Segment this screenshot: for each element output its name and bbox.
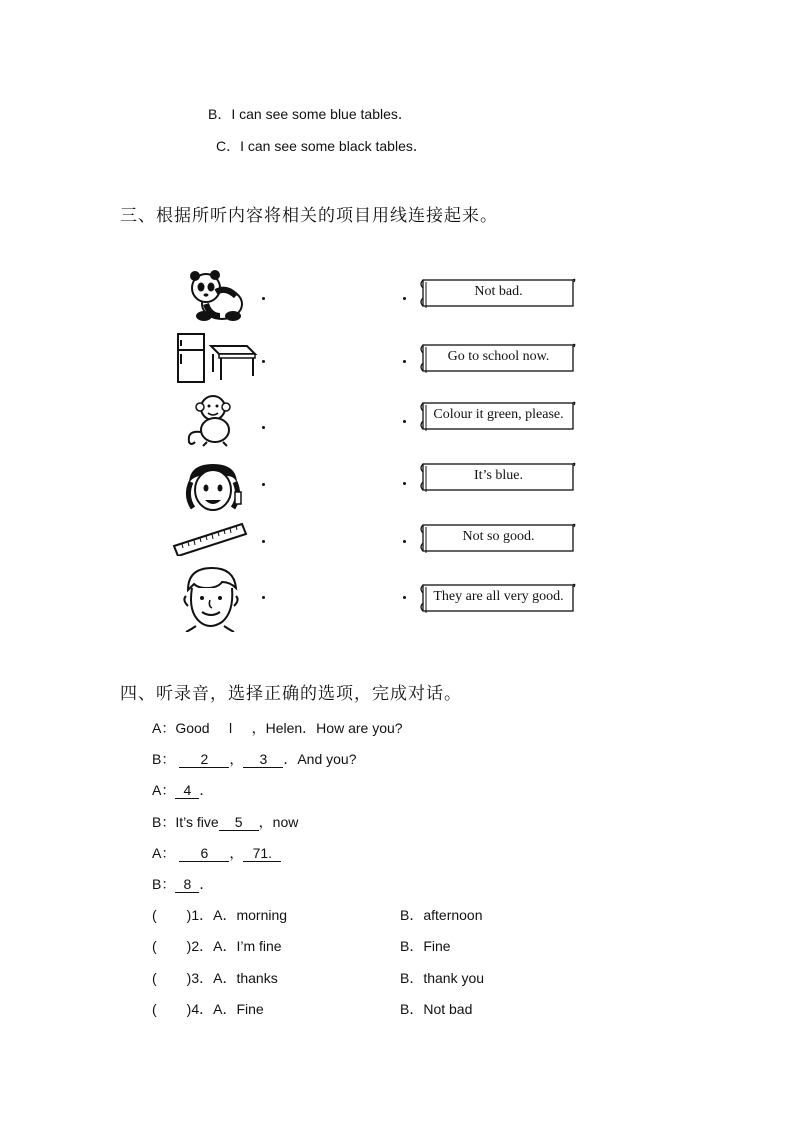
blank-6[interactable]: 6 (179, 846, 229, 862)
speaker: A： (152, 782, 176, 798)
phrase-text-4: It’s blue. (474, 468, 523, 483)
speaker: A： (152, 845, 176, 861)
speaker: A： (152, 720, 176, 736)
choice-a[interactable]: A．thanks (213, 970, 278, 986)
dialogue-text: ，Helen．How are you? (251, 720, 403, 736)
separator: ， (229, 845, 244, 861)
blank-2[interactable]: 2 (179, 752, 229, 768)
dialogue-line-6 (152, 874, 213, 894)
question-4-choice-b[interactable]: B．Not bad (400, 1001, 473, 1017)
panda-picture (186, 266, 244, 324)
choice-a[interactable]: A．Fine (213, 1001, 264, 1017)
dialogue-text: ． (199, 782, 214, 798)
phrase-text-6: They are all very good. (433, 589, 564, 604)
dialogue-text: ． (199, 876, 214, 892)
blank-8[interactable]: 8 (175, 877, 199, 893)
question-4 (152, 999, 264, 1019)
monkey-picture (183, 392, 239, 448)
right-dot-3[interactable] (403, 420, 406, 423)
question-number: )3． (186, 970, 214, 986)
dialogue-line-4 (152, 812, 298, 832)
answer-paren[interactable]: ( (152, 907, 157, 923)
question-number: )2． (186, 938, 214, 954)
phrase-box-4 (418, 462, 573, 490)
phrase-box-5 (418, 523, 573, 551)
question-1 (152, 905, 287, 925)
phrase-box-2 (418, 343, 573, 371)
right-dot-5[interactable] (403, 540, 406, 543)
phrase-text-3: Colour it green, please. (433, 407, 564, 422)
right-dot-2[interactable] (403, 360, 406, 363)
left-dot-6[interactable] (262, 596, 265, 599)
section4-heading: 四、听录音，选择正确的选项，完成对话。 (120, 684, 462, 704)
right-dot-4[interactable] (403, 482, 406, 485)
left-dot-1[interactable] (262, 297, 265, 300)
phrase-box-1 (418, 278, 573, 306)
question-number: )4． (186, 1001, 214, 1017)
speaker: B： (152, 876, 176, 892)
blank-7[interactable]: 71. (243, 846, 281, 862)
left-dot-2[interactable] (262, 360, 265, 363)
section3-heading: 三、根据所听内容将相关的项目用线连接起来。 (120, 206, 498, 226)
phrase-box-6 (418, 583, 573, 611)
blank-4[interactable]: 4 (175, 783, 199, 799)
question-1-choice-b[interactable]: B．afternoon (400, 907, 483, 923)
separator: ， (229, 751, 244, 767)
speaker: B： (152, 751, 176, 767)
option-b: B．I can see some blue tables． (208, 106, 412, 122)
dialogue-line-2 (152, 749, 357, 769)
question-3-choice-b[interactable]: B．thank you (400, 970, 485, 986)
dialogue-text: Good (175, 720, 210, 736)
blank-5[interactable]: 5 (219, 815, 259, 831)
dialogue-line-5 (152, 843, 281, 863)
left-dot-4[interactable] (262, 483, 265, 486)
boy-picture (180, 566, 240, 632)
dialogue-text: It’s five (175, 814, 219, 830)
left-dot-5[interactable] (262, 540, 265, 543)
question-2 (152, 936, 282, 956)
question-2-choice-b[interactable]: B．Fine (400, 938, 451, 954)
question-3 (152, 968, 278, 988)
speaker: B： (152, 814, 176, 830)
answer-paren[interactable]: ( (152, 970, 157, 986)
answer-paren[interactable]: ( (152, 1001, 157, 1017)
dialogue-text: ，now (258, 814, 299, 830)
phrase-text-2: Go to school now. (447, 349, 550, 364)
right-dot-1[interactable] (403, 297, 406, 300)
blank-3[interactable]: 3 (243, 752, 283, 768)
answer-paren[interactable]: ( (152, 938, 157, 954)
question-number: )1． (186, 907, 214, 923)
phrase-text-5: Not so good. (462, 529, 535, 544)
fridge-and-table-picture (175, 332, 259, 384)
choice-a[interactable]: A．I’m fine (213, 938, 282, 954)
dialogue-line-3 (152, 780, 213, 800)
right-dot-6[interactable] (403, 596, 406, 599)
phrase-text-1: Not bad. (474, 284, 523, 299)
dialogue-line-1 (152, 718, 403, 738)
option-c: C．I can see some black tables． (216, 138, 427, 154)
phrase-box-3 (418, 401, 573, 429)
dialogue-text: ．And you? (283, 751, 357, 767)
girl-picture (183, 462, 243, 518)
left-dot-3[interactable] (262, 426, 265, 429)
blank-1[interactable]: l (229, 720, 233, 736)
choice-a[interactable]: A．morning (213, 907, 288, 923)
ruler-picture (172, 522, 248, 556)
